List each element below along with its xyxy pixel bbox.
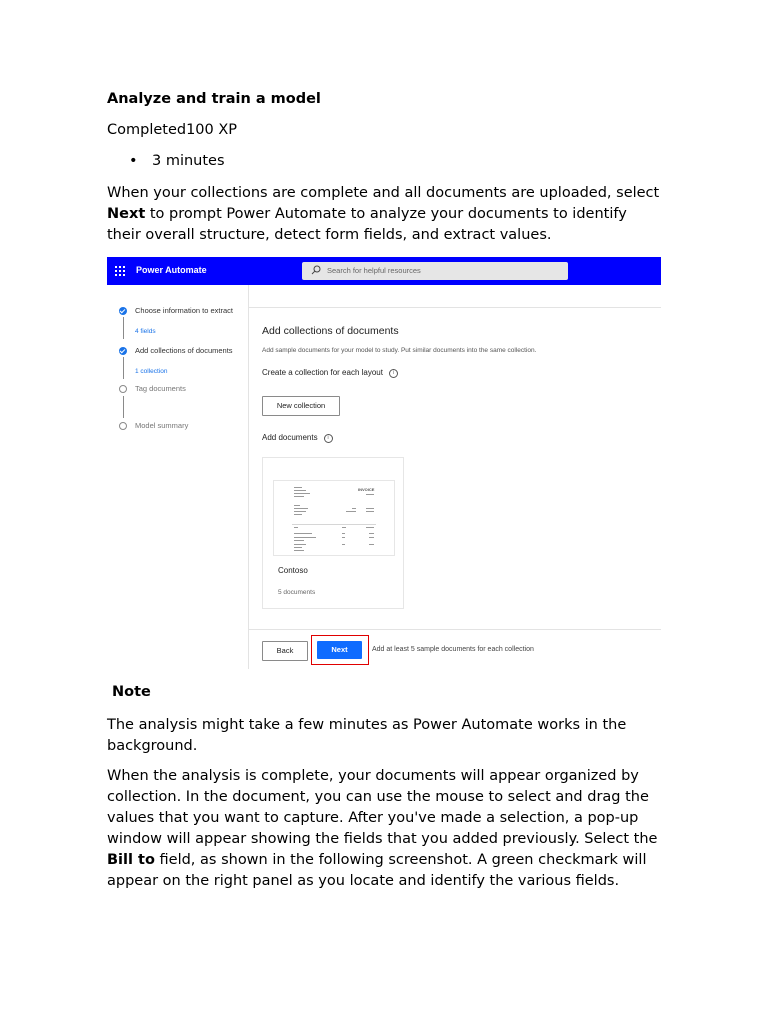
step-label-tag-documents[interactable]: Tag documents [135, 384, 186, 393]
search-placeholder: Search for helpful resources [327, 266, 421, 275]
analysis-text-start: When the analysis is complete, your documents will appear organized by collection. In the document, you can use the mouse to select and drag the values that you want to capture. After you've made a selection, a pop-up window will appear showing the fields that you added previously. Select the [107, 768, 658, 847]
footer-hint: Add at least 5 sample documents for each collection [372, 646, 534, 653]
step-pending-icon [119, 385, 127, 393]
power-automate-screenshot [107, 257, 661, 669]
thumb-heading: INVOICE [358, 487, 375, 492]
intro-paragraph [107, 183, 662, 246]
page-title: Analyze and train a model [107, 91, 321, 107]
step-sub-fields: 4 fields [135, 328, 156, 335]
step-pending-icon [119, 422, 127, 430]
step-done-icon [119, 347, 127, 355]
invoice-thumbnail-icon [274, 481, 394, 555]
search-input[interactable] [302, 262, 568, 280]
intro-text-end: to prompt Power Automate to analyze your documents to identify their overall structure, detect form fields, and extract values. [107, 206, 627, 243]
collection-card[interactable] [262, 457, 404, 609]
app-header-bar [107, 257, 661, 285]
intro-text-start: When your collections are complete and all documents are uploaded, select [107, 185, 660, 201]
search-icon [311, 265, 321, 275]
back-button[interactable]: Back [262, 641, 308, 661]
app-launcher-icon[interactable] [115, 266, 125, 276]
step-connector [123, 396, 124, 418]
app-name: Power Automate [136, 265, 207, 275]
create-collection-label [262, 368, 398, 378]
step-label-choose-info[interactable]: Choose information to extract [135, 306, 233, 315]
intro-text-bold: Next [107, 206, 146, 222]
add-documents-text: Add documents [262, 433, 318, 442]
footer-divider [249, 629, 661, 630]
document-thumbnail [273, 480, 395, 556]
duration-text: 3 minutes [152, 153, 225, 169]
analysis-text-end: field, as shown in the following screenshot. A green checkmark will appear on the right panel as you locate and identify the various fields. [107, 852, 647, 889]
duration-bullet [129, 153, 225, 169]
section-description: Add sample documents for your model to study. Put similar documents into the same collection. [262, 347, 537, 354]
step-label-model-summary[interactable]: Model summary [135, 421, 189, 430]
step-done-icon [119, 307, 127, 315]
bullet-icon: • [129, 153, 138, 169]
next-button[interactable]: Next [317, 641, 362, 659]
step-sub-collection: 1 collection [135, 368, 168, 375]
step-connector [123, 317, 124, 339]
analysis-text-bold: Bill to [107, 852, 155, 868]
note-label: Note [112, 684, 151, 700]
create-collection-text: Create a collection for each layout [262, 368, 383, 377]
note-paragraph: The analysis might take a few minutes as Power Automate works in the background. [107, 717, 627, 754]
step-connector [123, 357, 124, 379]
collection-document-count: 5 documents [278, 589, 316, 596]
analysis-paragraph [107, 766, 662, 892]
section-heading: Add collections of documents [262, 325, 399, 337]
info-icon[interactable]: i [324, 434, 333, 443]
new-collection-button[interactable]: New collection [262, 396, 340, 416]
step-label-add-collections[interactable]: Add collections of documents [135, 346, 233, 355]
collection-name: Contoso [278, 566, 308, 575]
completion-status: Completed100 XP [107, 122, 238, 138]
info-icon[interactable]: i [389, 369, 398, 378]
next-button-highlight [311, 635, 369, 665]
top-divider [249, 307, 661, 308]
sidebar-divider [248, 285, 249, 669]
add-documents-label [262, 433, 333, 443]
